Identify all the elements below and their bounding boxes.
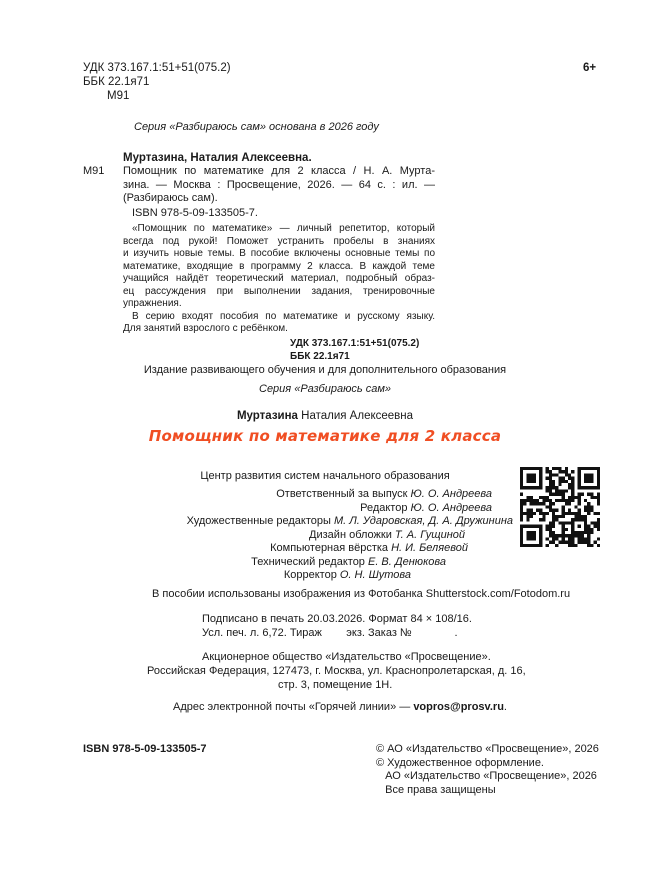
- bib-line: (Разбираюсь сам).: [123, 192, 218, 204]
- annotation-line: «Помощник по математике» — личный репетитор, который: [132, 223, 435, 234]
- annotation-line: учащийся найдёт теоретический материал, подробный образ-: [123, 273, 435, 284]
- credit-row: [150, 542, 468, 556]
- hotline-email-link[interactable]: vopros@prosv.ru: [413, 701, 504, 713]
- publisher-address-line: стр. 3, помещение 1Н.: [278, 679, 393, 691]
- footer-copyright: [376, 743, 599, 797]
- credit-person: Ю. О. Андреева: [410, 488, 492, 500]
- series-line: В серию входят пособия по математике и русскому языку.: [132, 310, 435, 322]
- annotation-line: всегда под рукой! Поможет устранить пробелы в знаниях: [123, 235, 435, 247]
- credit-person: О. Н. Шутова: [339, 569, 411, 581]
- credit-role: Ответственный за выпуск: [276, 488, 411, 500]
- print-details-line: Усл. печ. л. 6,72. Тираж экз. Заказ № .: [202, 627, 458, 639]
- age-rating: 6+: [583, 62, 597, 74]
- publisher-name: Акционерное общество «Издательство «Просвещение».: [202, 651, 491, 663]
- author-surname: Муртазина: [236, 410, 298, 422]
- bib-line: зина. — Москва : Просвещение, 2026. — 64 с. : ил. —: [123, 178, 435, 191]
- series-founded-note: Серия «Разбираюсь сам» основана в 2026 году: [134, 121, 379, 133]
- credit-person: Т. А. Гущиной: [394, 528, 465, 541]
- footer-isbn: ISBN 978-5-09-133505-7: [83, 743, 207, 755]
- header-bbk: ББК 22.1я71: [83, 76, 150, 88]
- credit-role: Художественные редакторы: [186, 515, 334, 527]
- credit-role: Технический редактор: [251, 555, 368, 568]
- credit-row: [150, 556, 446, 570]
- images-source-note: В пособии использованы изображения из Фотобанка Shutterstock.com/Fotodom.ru: [152, 588, 571, 600]
- credit-person: Е. В. Денюкова: [367, 555, 446, 568]
- credit-person: Ю. О. Андреева: [410, 501, 492, 514]
- print-details-line: Подписано в печать 20.03.2026. Формат 84 × 108/16.: [202, 613, 472, 625]
- catalog-annotation: [123, 223, 435, 336]
- editorial-center: Центр развития систем начального образования: [200, 470, 450, 482]
- credit-row: [150, 515, 513, 529]
- series-line: Для занятий взрослого с ребёнком.: [123, 323, 288, 334]
- credit-role: Дизайн обложки: [309, 528, 395, 541]
- edition-series: Серия «Разбираюсь сам»: [259, 383, 391, 395]
- edition-type: Издание развивающего обучения и для дополнительного образования: [143, 364, 507, 376]
- credit-person: Н. И. Беляевой: [391, 542, 468, 554]
- annotation-line: упражнения.: [123, 298, 182, 309]
- catalog-udk: УДК 373.167.1:51+51(075.2): [290, 338, 420, 349]
- credit-role: Редактор: [360, 501, 411, 514]
- credit-row: [150, 488, 492, 502]
- credit-row: [150, 529, 465, 543]
- annotation-line: математике, входящие в программу 2 класса. В каждой теме: [123, 260, 435, 272]
- hotline-line: [173, 701, 507, 715]
- copyright-line: © Художественное оформление.: [376, 756, 544, 769]
- edition-author: [0, 409, 650, 423]
- credit-role: Компьютерная вёрстка: [270, 542, 392, 554]
- book-title: Помощник по математике для 2 класса: [148, 427, 502, 445]
- copyright-line: АО «Издательство «Просвещение», 2026: [376, 770, 597, 782]
- credit-row: [150, 569, 411, 583]
- header-author-mark: М91: [107, 90, 130, 102]
- hotline-label: Адрес электронной почты «Горячей линии» —: [173, 701, 414, 713]
- author-given-names: Наталия Алексеевна: [297, 410, 414, 422]
- catalog-bibliography: [123, 165, 435, 206]
- annotation-line: и изучить новые темы. В пособие включены основные темы по: [123, 248, 435, 259]
- annotation-line: ец рассуждения при выполнении задания, тренировочные: [123, 285, 435, 297]
- credits-list: [150, 488, 513, 583]
- catalog-bbk: ББК 22.1я71: [290, 351, 350, 362]
- copyright-line: © АО «Издательство «Просвещение», 2026: [376, 743, 599, 755]
- catalog-author: Муртазина, Наталия Алексеевна.: [123, 152, 312, 164]
- credit-row: [150, 502, 492, 516]
- publisher-address: Российская Федерация, 127473, г. Москва, ул. Краснопролетарская, д. 16,: [147, 665, 526, 677]
- credit-person: М. Л. Ударовская, Д. А. Дружинина: [333, 515, 513, 527]
- qr-code-icon: [520, 467, 600, 547]
- catalog-isbn: ISBN 978-5-09-133505-7.: [132, 207, 258, 219]
- bib-line: Помощник по математике для 2 класса / Н. А. Мурта-: [123, 165, 435, 177]
- hotline-end: .: [503, 701, 507, 713]
- header-udk: УДК 373.167.1:51+51(075.2): [83, 62, 231, 74]
- credit-role: Корректор: [283, 569, 340, 581]
- catalog-mark: М91: [83, 165, 105, 177]
- copyright-line: Все права защищены: [376, 783, 496, 796]
